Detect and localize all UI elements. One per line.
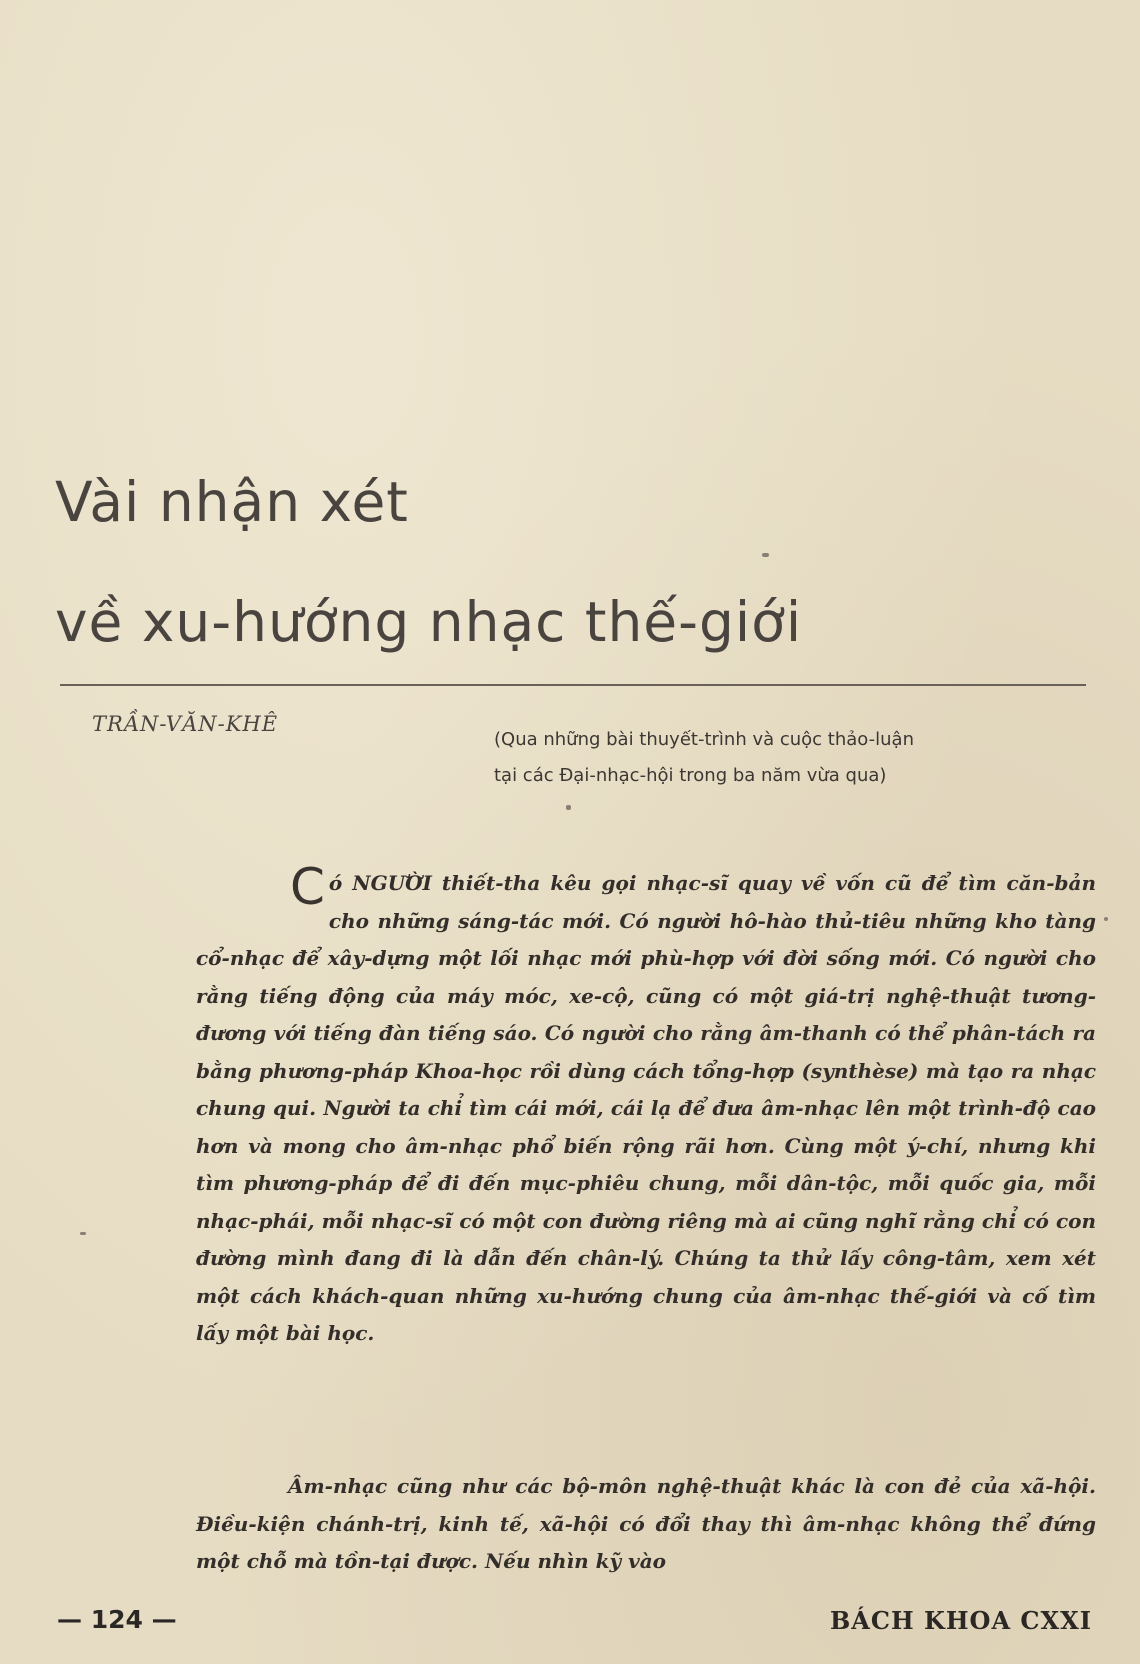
print-speck: [1104, 917, 1108, 921]
subtitle-line-1: (Qua những bài thuyết-trình và cuộc thảo-luận: [494, 729, 914, 750]
body-paragraph-1: [196, 858, 1096, 1353]
title-divider: [60, 684, 1086, 686]
print-speck: [566, 805, 571, 810]
print-speck: [80, 1232, 86, 1235]
article-subtitle: [494, 722, 1074, 794]
article-title-line-1: Vài nhận xét: [55, 470, 409, 534]
subtitle-line-2: tại các Đại-nhạc-hội trong ba năm vừa qua): [494, 765, 887, 786]
article-title-line-2: về xu-hướng nhạc thế-giới: [55, 590, 803, 654]
journal-name: BÁCH KHOA CXXI: [829, 1606, 1092, 1635]
drop-cap: C: [290, 858, 325, 916]
paragraph-1-text: ó NGƯỜI thiết-tha kêu gọi nhạc-sĩ quay về vốn cũ để tìm căn-bản cho những sáng-tác mới. Có người hô-hào thủ-tiêu những kho tàng cổ-nhạc để xây-dựng một lối nhạc mới phù-hợp với đời sống mới. Có người cho rằng tiếng động của máy móc, xe-cộ, cũng có một giá-trị nghệ-thuật tương-đương với tiếng đàn tiếng sáo. Có người cho rằng âm-thanh có thể phân-tách ra bằng phương-pháp Khoa-học rồi dùng cách tổng-hợp (synthèse) mà tạo ra nhạc chung qui. Người ta chỉ tìm cái mới, cái lạ để đưa âm-nhạc lên một trình-độ cao hơn và mong cho âm-nhạc phổ biến rộng rãi hơn. Cùng một ý-chí, nhưng khi tìm phương-pháp để đi đến mục-phiêu chung, mỗi dân-tộc, mỗi quốc gia, mỗi nhạc-phái, mỗi nhạc-sĩ có một con đường riêng mà ai cũng nghĩ rằng chỉ có con đường mình đang đi là dẫn đến chân-lý. Chúng ta thử lấy công-tâm, xem xét một cách khách-quan những xu-hướng chung của âm-nhạc thế-giới và cố tìm lấy một bài học.: [196, 871, 1096, 1345]
body-paragraph-2: Âm-nhạc cũng như các bộ-môn nghệ-thuật khác là con đẻ của xã-hội. Điều-kiện chánh-trị, kinh tế, xã-hội có đổi thay thì âm-nhạc không thể đứng một chỗ mà tồn-tại được. Nếu nhìn kỹ vào: [196, 1474, 1096, 1573]
page-number: — 124 —: [57, 1605, 177, 1634]
print-speck: [762, 553, 769, 557]
author-byline: TRẦN-VĂN-KHÊ: [92, 712, 279, 736]
